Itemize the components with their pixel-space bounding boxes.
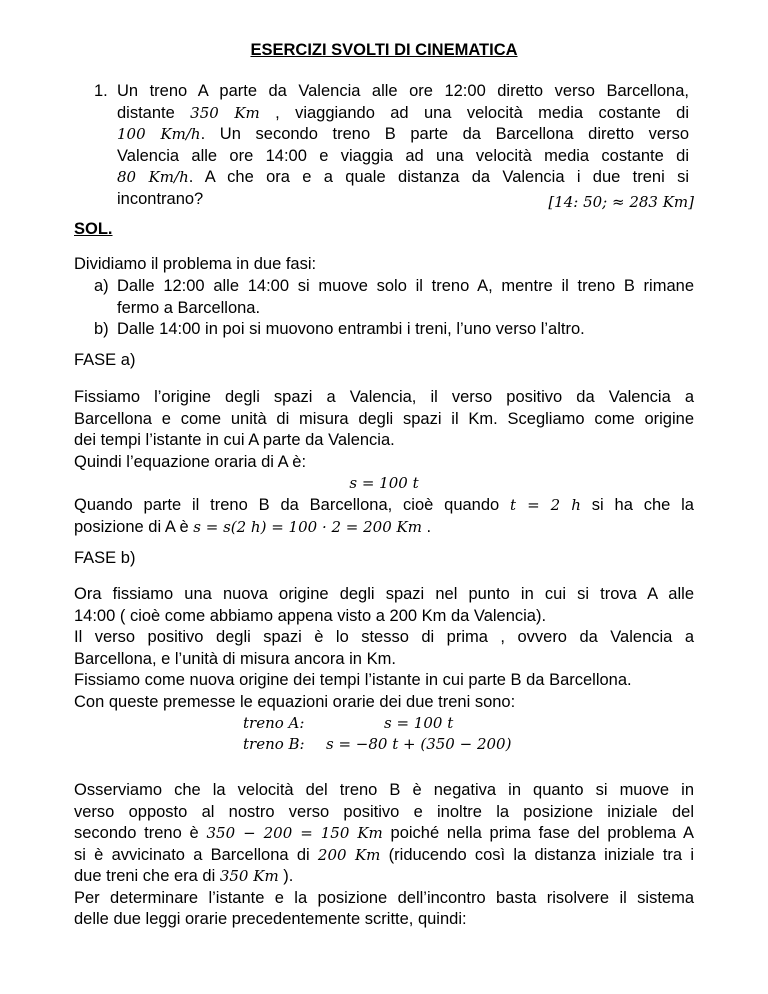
phase-a-paragraph	[74, 387, 694, 473]
equation: s = −80 t + (350 − 200)	[326, 735, 512, 753]
closing-paragraph	[74, 780, 694, 931]
text-line: dei tempi l’istante in cui A parte da Valencia.	[74, 431, 395, 449]
equation-label: treno A:	[243, 714, 305, 732]
math-expression: 80 Km/h	[117, 168, 189, 186]
text-line: Fissiamo l’origine degli spazi a Valencia, il verso positivo da Valencia a	[74, 388, 694, 406]
text-line: secondo treno è 350 − 200 = 150 Km poiché nella prima fase del problema A	[74, 824, 694, 842]
math-expression: 100 Km/h	[117, 125, 201, 143]
text-line: Con queste premesse le equazioni orarie dei due treni sono:	[74, 692, 516, 711]
math-expression: s = s(2 h) = 100 · 2 = 200 Km	[193, 517, 422, 536]
text-line: posizione di A è s = s(2 h) = 100 · 2 = 200 Km .	[74, 517, 432, 536]
text-line: Quindi l’equazione oraria di A è:	[74, 452, 307, 471]
problem-line: distante 350 Km , viaggiando ad una velocità media costante di	[117, 103, 690, 122]
text-line: Quando parte il treno B da Barcellona, cioè quando t = 2 h si ha che la	[74, 496, 694, 514]
list-label: a)	[94, 277, 109, 295]
solution-label: SOL.	[74, 220, 113, 238]
problem-line: 80 Km/h. A che ora e a quale distanza da Valencia i due treni si	[117, 168, 689, 186]
problem-line: Un treno A parte da Valencia alle ore 12:00 diretto verso Barcellona,	[117, 82, 689, 100]
phase-a-heading: FASE a)	[74, 351, 136, 369]
text-line: Osserviamo che la velocità del treno B è negativa in quanto si muove in	[74, 781, 694, 799]
problem-statement	[117, 81, 689, 210]
text-line: delle due leggi orarie precedentemente scritte, quindi:	[74, 910, 467, 928]
text-line: Ora fissiamo una nuova origine degli spazi nel punto in cui si trova A alle	[74, 585, 694, 603]
problem-line: Valencia alle ore 14:00 e viaggia ad una velocità media costante di	[117, 146, 689, 165]
text-line: Barcellona, e l’unità di misura ancora in Km.	[74, 649, 396, 668]
text-line: due treni che era di 350 Km ).	[74, 867, 294, 885]
problem-number: 1.	[94, 82, 108, 100]
text-line: Barcellona e come unità di misura degli spazi il Km. Scegliamo come origine	[74, 409, 694, 428]
problem-line: incontrano?	[117, 189, 204, 208]
text-line: si è avvicinato a Barcellona di 200 Km (riducendo così la distanza iniziale tra i	[74, 845, 695, 864]
problem-answer: [14: 50; ≈ 283 Km]	[548, 193, 694, 211]
math-expression: 350 Km	[219, 867, 279, 885]
page-title: ESERCIZI SVOLTI DI CINEMATICA	[250, 41, 518, 59]
problem-line: 100 Km/h. Un secondo treno B parte da Barcellona diretto verso	[117, 125, 690, 143]
text-line: 14:00 ( cioè come abbiamo appena visto a 200 Km da Valencia).	[74, 606, 547, 625]
text-line: verso opposto al nostro verso positivo e inoltre la posizione iniziale del	[74, 802, 694, 821]
equation-label: treno B:	[243, 735, 305, 753]
list-text: fermo a Barcellona.	[117, 298, 261, 317]
phase-b-paragraph	[74, 584, 694, 713]
phase-b-heading: FASE b)	[74, 549, 136, 567]
solution-intro: Dividiamo il problema in due fasi:	[74, 255, 317, 273]
math-expression: t = 2 h	[510, 496, 581, 514]
math-expression: 200 Km	[317, 845, 381, 864]
math-expression: 350 − 200 = 150 Km	[206, 824, 383, 842]
equation: s = 100 t	[384, 714, 454, 732]
text-line: Per determinare l’istante e la posizione dell’incontro basta risolvere il sistema	[74, 888, 694, 907]
phase-a-result	[74, 495, 694, 538]
list-label: b)	[94, 320, 109, 338]
text-line: Il verso positivo degli spazi è lo stesso di prima , ovvero da Valencia a	[74, 628, 694, 646]
text-line: Fissiamo come nuova origine dei tempi l’istante in cui parte B da Barcellona.	[74, 671, 632, 689]
math-expression: 350 Km	[190, 103, 260, 122]
list-text: Dalle 14:00 in poi si muovono entrambi i treni, l’uno verso l’altro.	[117, 320, 585, 338]
list-text: Dalle 12:00 alle 14:00 si muove solo il treno A, mentre il treno B rimane	[117, 277, 694, 295]
equation-a: s = 100 t	[349, 474, 419, 492]
